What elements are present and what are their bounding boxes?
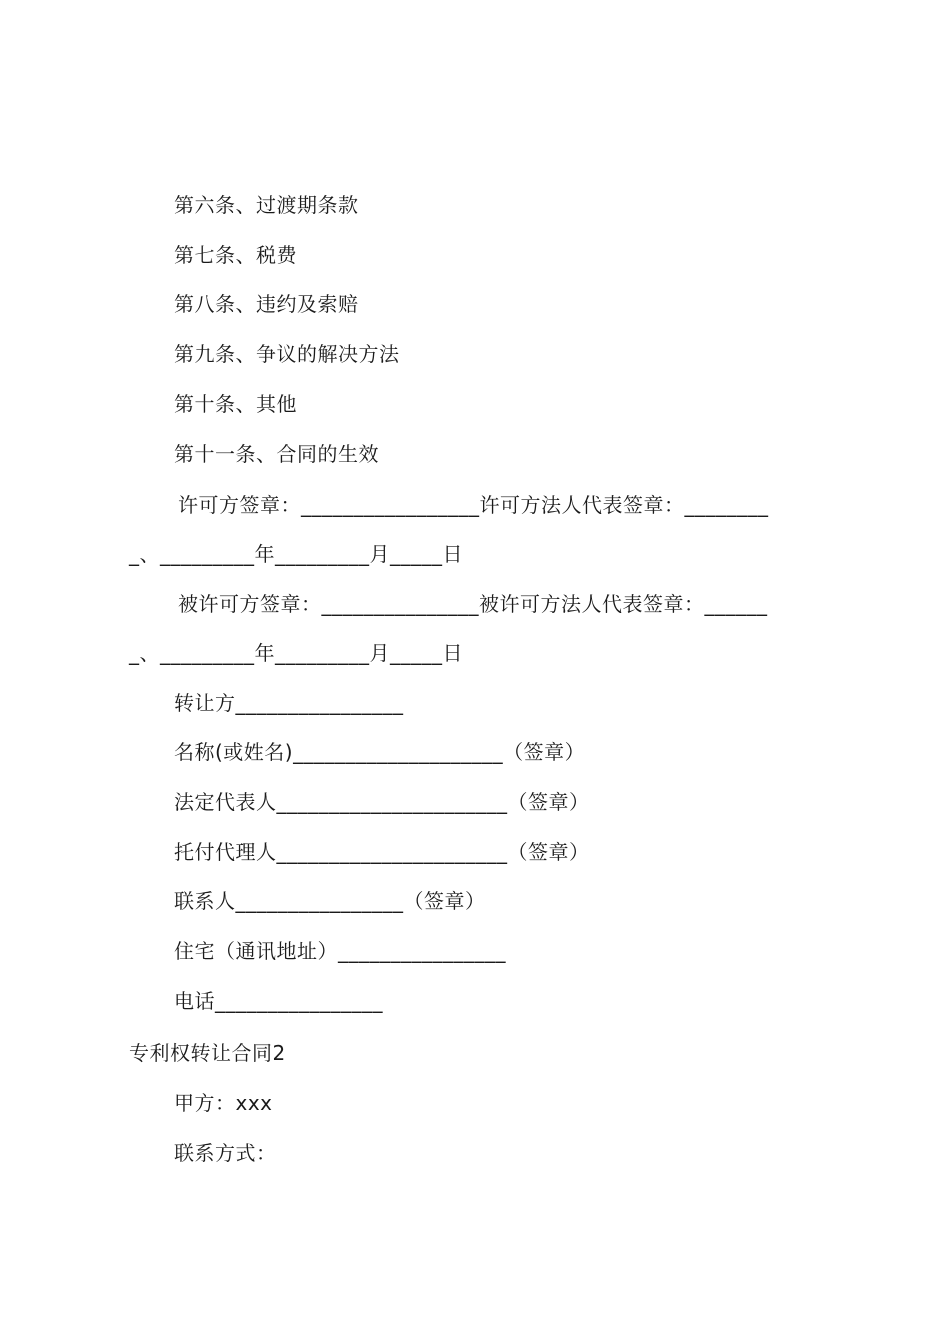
licensor-date-line: _、_________年_________月_____日 [129, 542, 463, 566]
address-line: 住宅（通讯地址）________________ [174, 939, 506, 963]
contact-method-line: 联系方式： [174, 1141, 277, 1165]
legal-representative-line: 法定代表人______________________（签章） [174, 790, 590, 814]
transferor-line: 转让方________________ [174, 691, 404, 715]
clause-10-heading: 第十条、其他 [174, 392, 297, 416]
name-line: 名称(或姓名)____________________（签章） [174, 740, 586, 764]
contract-2-title: 专利权转让合同2 [129, 1041, 286, 1065]
clause-9-heading: 第九条、争议的解决方法 [174, 342, 400, 366]
licensee-date-line: _、_________年_________月_____日 [129, 641, 463, 665]
clause-6-heading: 第六条、过渡期条款 [174, 193, 359, 217]
clause-8-heading: 第八条、违约及索赔 [174, 292, 359, 316]
phone-line: 电话________________ [174, 989, 383, 1013]
party-a-line: 甲方：xxx [174, 1091, 273, 1115]
contact-person-line: 联系人________________（签章） [174, 889, 486, 913]
licensor-signature-line: 许可方签章：_________________许可方法人代表签章：________ [178, 493, 769, 517]
clause-7-heading: 第七条、税费 [174, 243, 297, 267]
licensee-signature-line: 被许可方签章：_______________被许可方法人代表签章：______ [178, 592, 768, 616]
agent-line: 托付代理人______________________（签章） [174, 840, 590, 864]
clause-11-heading: 第十一条、合同的生效 [174, 442, 379, 466]
